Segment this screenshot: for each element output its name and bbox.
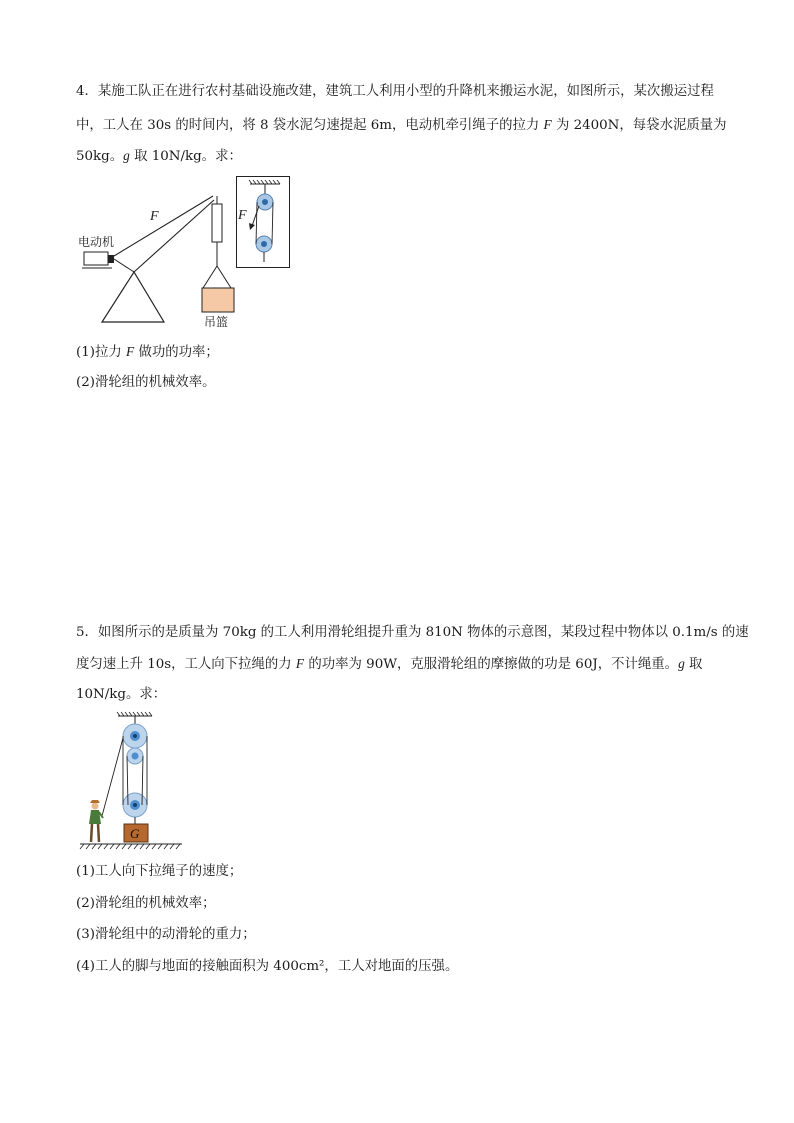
q5-weight-label: G [130, 826, 140, 841]
q4-motor-label: 电动机 [78, 235, 115, 249]
q4-stem-text: 为 2400N，每袋水泥质量为 [551, 118, 727, 133]
q4-stem-text: 取 10N/kg。求： [129, 149, 242, 164]
q5-subquestion-3: (3)滑轮组中的动滑轮的重力； [76, 927, 256, 942]
q4-force-symbol: F [543, 117, 552, 132]
q4-stem-line-3 [76, 149, 242, 163]
q5-subquestion-2: (2)滑轮组的机械效率； [76, 896, 216, 911]
q4-sub-text: (1)拉力 [76, 345, 127, 360]
q5-force-symbol: F [295, 656, 305, 671]
q5-figure [78, 708, 188, 856]
q5-stem-line-2 [76, 657, 702, 671]
q4-subquestion-1 [76, 345, 219, 359]
q4-subquestion-2: (2)滑轮组的机械效率。 [76, 375, 216, 390]
q4-stem-text: 50kg。 [76, 149, 124, 164]
q4-rope-force-label: F [150, 209, 159, 224]
q4-pulley-inset [236, 176, 290, 268]
q4-sub-force-symbol: F [126, 344, 135, 359]
q4-sub-text: 做功的功率； [134, 345, 219, 360]
q4-basket-label: 吊篮 [204, 315, 229, 329]
q4-inset-force-label: F [238, 208, 247, 223]
q4-g-symbol: g [123, 148, 130, 163]
q5-stem-text: 取 [684, 657, 703, 672]
q4-stem-text: 中，工人在 30s 的时间内，将 8 袋水泥匀速提起 6m，电动机牵引绳子的拉力 [76, 118, 544, 133]
q5-stem-line-3: 10N/kg。求： [76, 687, 167, 702]
q5-stem-text: 的功率为 90W，克服滑轮组的摩擦做的功是 60J，不计绳重。 [304, 657, 679, 672]
q5-stem-line-1: 5．如图所示的是质量为 70kg 的工人利用滑轮组提升重为 810N 物体的示意图，某段过程中物体以 0.1m/s 的速 [76, 625, 749, 640]
q4-stem-line-2 [76, 118, 727, 132]
q5-g-symbol: g [678, 656, 685, 671]
q5-subquestion-4: (4)工人的脚与地面的接触面积为 400cm²，工人对地面的压强。 [76, 959, 459, 974]
q4-stem-line-1: 4．某施工队正在进行农村基础设施改建，建筑工人利用小型的升降机来搬运水泥，如图所示，某次搬运过程 [76, 84, 714, 99]
q5-stem-text: 度匀速上升 10s，工人向下拉绳的力 [76, 657, 296, 672]
q5-subquestion-1: (1)工人向下拉绳子的速度； [76, 864, 243, 879]
